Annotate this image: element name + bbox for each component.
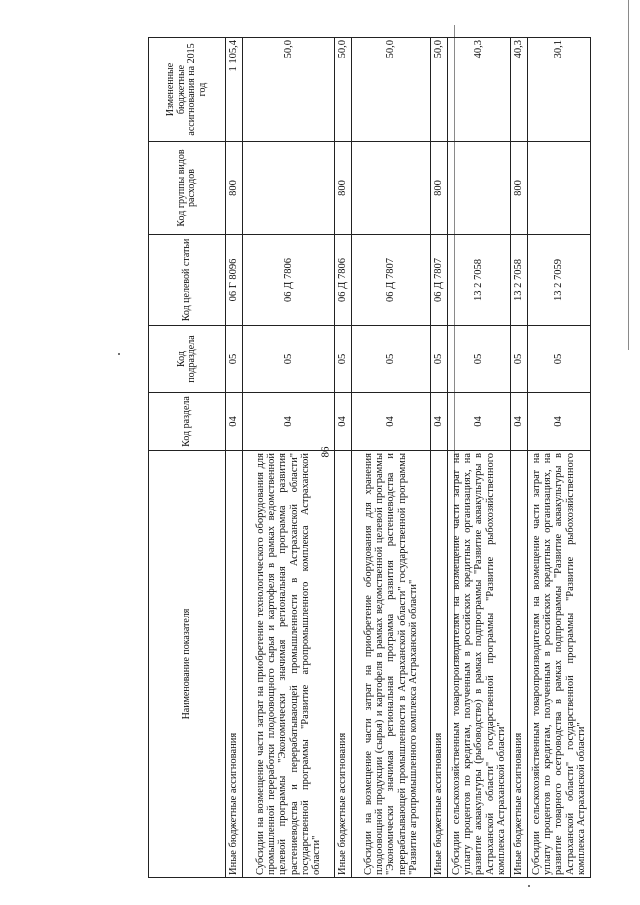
subsection-code-cell: 05	[243, 326, 335, 393]
indicator-name-cell: Иные бюджетные ассигнования	[226, 451, 243, 878]
indicator-name-cell: Субсидии на возмещение части затрат на приобретение технологического оборудования для промышленной переработки плодоовощного сырья и картофеля в рамках ведомственной целевой программы "Экономически значимая региональная программа развития растениеводства и перерабатывающей промышленности в Астраханской области" государственной программы "Развитие агропромышленного комплекса Астраханской области"	[243, 451, 335, 878]
expense-group-code-cell	[352, 142, 431, 235]
target-code-cell: 13 2 7059	[528, 235, 591, 326]
target-code-cell: 06 Д 7807	[431, 235, 448, 326]
page-number: 86	[319, 446, 332, 458]
section-code-cell: 04	[352, 393, 431, 451]
target-code-cell: 13 2 7058	[448, 235, 511, 326]
section-code-cell: 04	[243, 393, 335, 451]
header-section-code: Код раздела	[149, 393, 226, 451]
header-changed-budget-allocation: Измененные бюджетные ассигнования на 2015 год	[149, 38, 226, 142]
subsection-code-cell: 05	[352, 326, 431, 393]
table-row	[243, 38, 335, 878]
header-indicator-name: Наименование показателя	[149, 451, 226, 878]
expense-group-code-cell	[448, 142, 511, 235]
section-code-cell: 04	[335, 393, 352, 451]
table-row	[431, 38, 448, 878]
target-code-cell: 06 Д 7806	[335, 235, 352, 326]
target-code-cell: 06 Д 7807	[352, 235, 431, 326]
budget-amount-cell: 1 105,4	[226, 38, 243, 142]
table-row	[352, 38, 431, 878]
section-code-cell: 04	[448, 393, 511, 451]
subsection-code-cell: 05	[226, 326, 243, 393]
header-expense-group-code: Код группы видов расходов	[149, 142, 226, 235]
section-code-cell: 04	[431, 393, 448, 451]
table-row	[528, 38, 591, 878]
target-code-cell: 13 2 7058	[511, 235, 528, 326]
subsection-code-cell: 05	[335, 326, 352, 393]
target-code-cell: 06 Г 8096	[226, 235, 243, 326]
table-row	[226, 38, 243, 878]
indicator-name-cell: Субсидии на возмещение части затрат на приобретение оборудования для хранения плодоовощной продукции (сырья) и картофеля в рамках ведомственной целевой программы "Экономически значимая региональная программа развития растениеводства и перерабатывающей промышленности в Астраханской области" государственной программы "Развитие агропромышленного комплекса Астраханской области"	[352, 451, 431, 878]
budget-amount-cell: 50,0	[431, 38, 448, 142]
subsection-code-cell: 05	[448, 326, 511, 393]
subsection-code-cell: 05	[431, 326, 448, 393]
indicator-name-cell: Иные бюджетные ассигнования	[431, 451, 448, 878]
indicator-name-cell: Субсидии сельскохозяйственным товаропроизводителям на возмещение части затрат на уплату процентов по кредитам, полученным в российских кредитных организациях, на развитие аквакультуры (рыбоводство) в рамках подпрограммы "Развитие аквакультуры в Астраханской области" государственной программы "Развитие рыбохозяйственного комплекса Астраханской области"	[448, 451, 511, 878]
budget-amount-cell: 40,3	[448, 38, 511, 142]
expense-group-code-cell: 800	[511, 142, 528, 235]
header-target-code: Код целевой статьи	[149, 235, 226, 326]
indicator-name-cell: Субсидии сельскохозяйственным товаропроизводителям на возмещение части затрат на уплату процентов по кредитам, полученным в российских кредитных организациях, на развитие товарного осетроводства в рамках подпрограммы "Развитие аквакультуры в Астраханской области" государственной программы "Развитие рыбохозяйственного комплекса Астраханской области"	[528, 451, 591, 878]
rotated-budget-table-container	[148, 38, 587, 878]
scan-edge-mark	[628, 0, 629, 350]
expense-group-code-cell: 800	[335, 142, 352, 235]
budget-amount-cell: 50,0	[335, 38, 352, 142]
expense-group-code-cell: 800	[226, 142, 243, 235]
budget-allocation-table	[148, 37, 591, 878]
indicator-name-cell: Иные бюджетные ассигнования	[511, 451, 528, 878]
subsection-code-cell: 05	[528, 326, 591, 393]
expense-group-code-cell: 800	[431, 142, 448, 235]
table-row	[511, 38, 528, 878]
expense-group-code-cell	[243, 142, 335, 235]
expense-group-code-cell	[528, 142, 591, 235]
budget-amount-cell: 40,3	[511, 38, 528, 142]
header-subsection-code: Код подраздела	[149, 326, 226, 393]
budget-amount-cell: 50,0	[243, 38, 335, 142]
subsection-code-cell: 05	[511, 326, 528, 393]
budget-amount-cell: 50,0	[352, 38, 431, 142]
table-header-row	[149, 38, 226, 878]
budget-amount-cell: 30,1	[528, 38, 591, 142]
scan-dot	[118, 353, 120, 355]
section-code-cell: 04	[528, 393, 591, 451]
section-code-cell: 04	[226, 393, 243, 451]
section-code-cell: 04	[511, 393, 528, 451]
table-row	[448, 38, 511, 878]
target-code-cell: 06 Д 7806	[243, 235, 335, 326]
scan-dot	[528, 885, 530, 887]
rotated-budget-table-frame	[148, 38, 587, 878]
indicator-name-cell: Иные бюджетные ассигнования	[335, 451, 352, 878]
table-row	[335, 38, 352, 878]
